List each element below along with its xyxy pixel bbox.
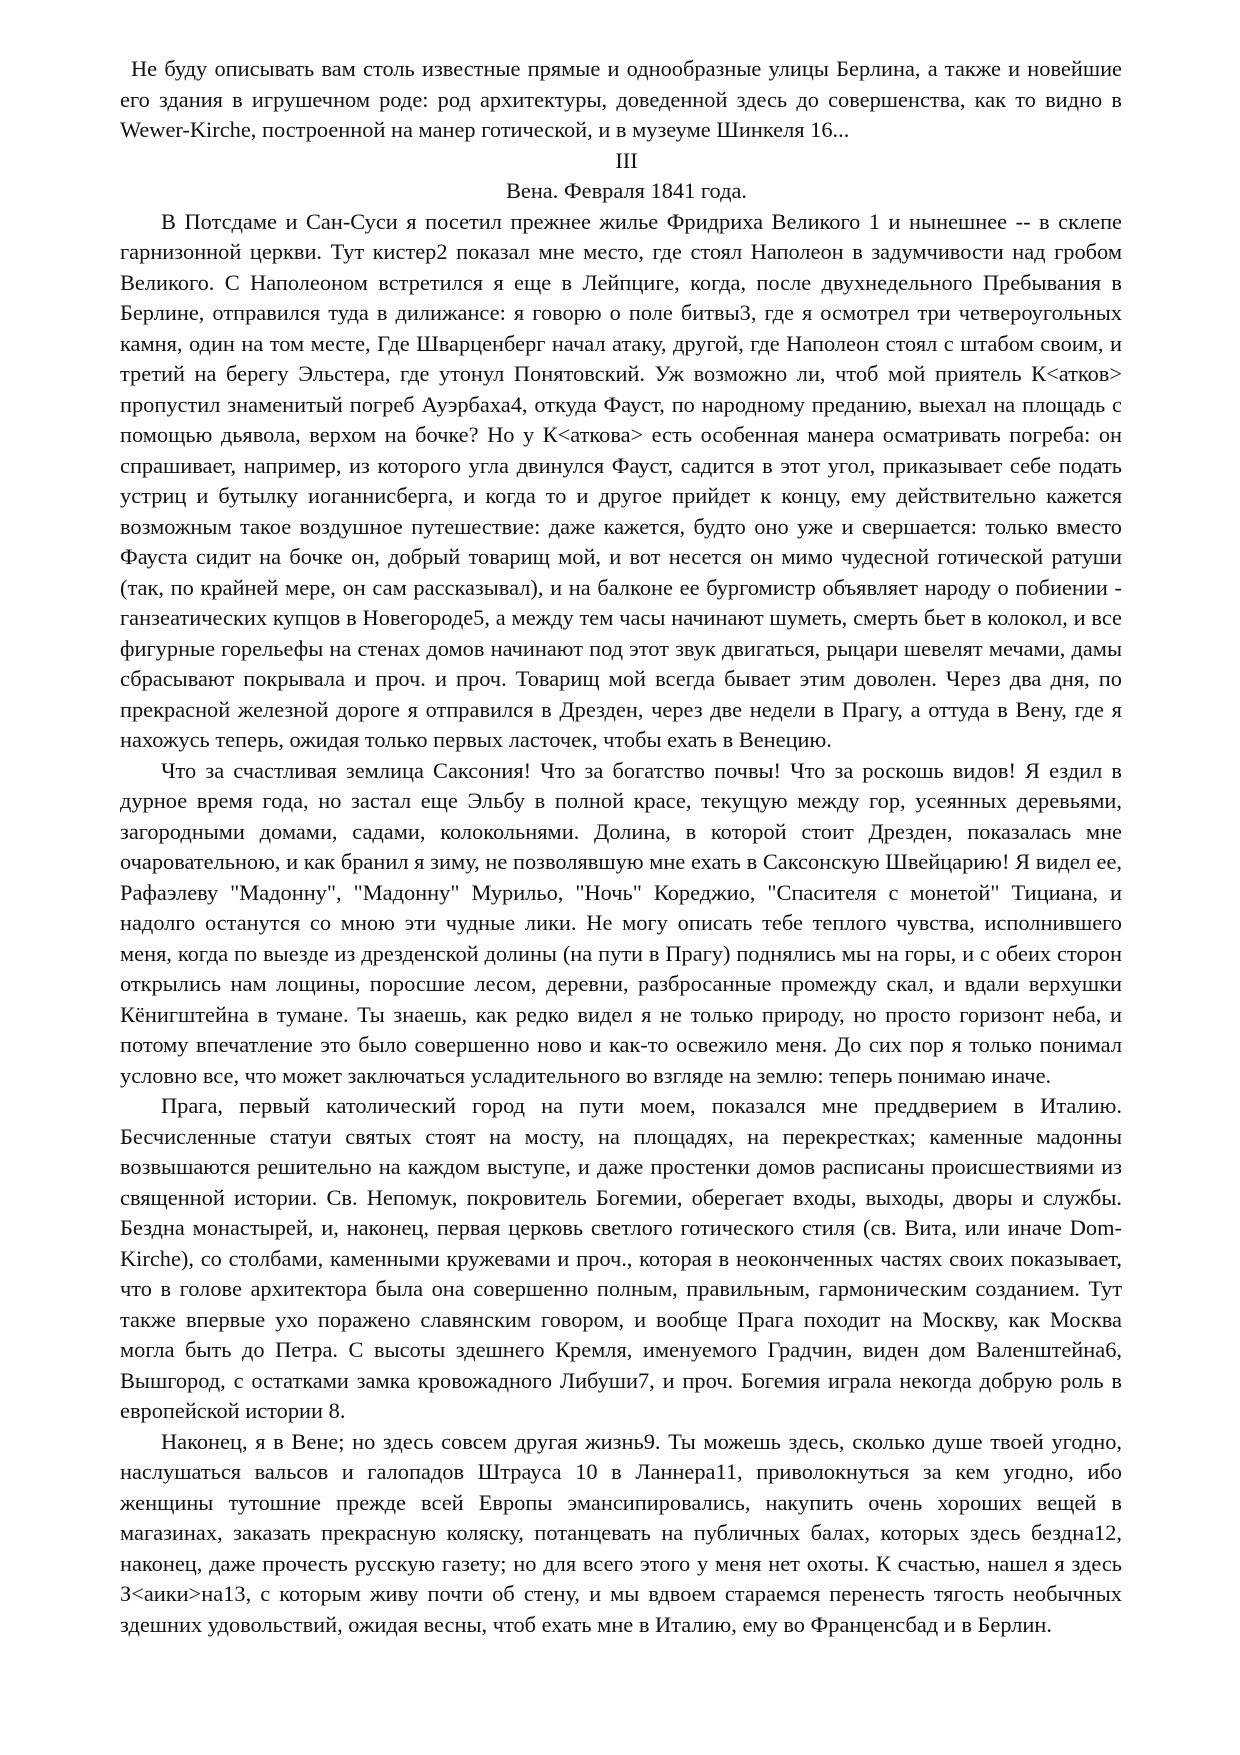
body-paragraph: В Потсдаме и Сан-Суси я посетил прежнее жилье Фридриха Великого 1 и нынешнее -- в склепе гарнизонной церкви. Тут кистер2 показал мне место, где стоял Наполеон в задумчивости над гробом Великого. С Наполеоном встретился я еще в Лейпциге, когда, после двухнедельного Пребывания в Берлине, отправился туда в дилижансе: я говорю о поле битвы3, где я осмотрел три четвероугольных камня, один на том месте, Где Шварценберг начал атаку, другой, где Наполеон стоял с штабом своим, и третий на берегу Эльстера, где утонул Понятовский. Уж возможно ли, чтоб мой приятель К<атков> пропустил знаменитый погреб Ауэрбаха4, откуда Фауст, по народному преданию, выехал на площадь с помощью дьявола, верхом на бочке? Но у К<аткова> есть особенная манера осматривать погреба: он спрашивает, например, из которого угла двинулся Фауст, садится в этот угол, приказывает себе подать устриц и бутылку иоганнисберга, и когда то и другое прийдет к концу, ему действительно кажется возможным такое воздушное путешествие: даже кажется, будто оно уже и свершается: только вместо Фауста сидит на бочке он, добрый товарищ мой, и вот несется он мимо чудесной готической ратуши (так, по крайней мере, он сам рассказывал), и на балконе ее бургомистр объявляет народу о побиении - ганзеатических купцов в Новегороде5, а между тем часы начинают шуметь, смерть бьет в колокол, и все фигурные горельефы на стенах домов начинают под этот звук двигаться, рыцари шевелят мечами, дамы сбрасывают покрывала и проч. и проч. Товарищ мой всегда бывает этим доволен. Через два дня, по прекрасной железной дороге я отправился в Дрезден, через две недели в Прагу, а оттуда в Вену, где я нахожусь теперь, ожидая только первых ласточек, чтобы ехать в Венецию. bbox=[120, 208, 1122, 752]
body-paragraph: Что за счастливая землица Саксония! Что за богатство почвы! Что за роскошь видов! Я ездил в дурное время года, но застал еще Эльбу в полной красе, текущую между гор, усеянных деревьями, загородными домами, садами, колокольнями. Долина, в которой стоит Дрезден, показалась мне очаровательною, и как бранил я зиму, не позволявшую мне ехать в Саксонскую Швейцарию! Я видел ее, Рафаэлеву "Мадонну", "Мадонну" Мурильо, "Ночь" Кореджио, "Спасителя с монетой" Тициана, и надолго останутся со мною эти чудные лики. Не могу описать тебе теплого чувства, исполнившего меня, когда по выезде из дрезденской долины (на пути в Прагу) поднялись мы на горы, и с обеих сторон открылись нам лощины, поросшие лесом, деревни, разбросанные промежду скал, и вдали верхушки Кёнигштейна в тумане. Ты знаешь, как редко видел я не только природу, но просто горизонт неба, и потому впечатление это было совершенно ново и как-то освежило меня. До сих пор я только понимал условно все, что может заключаться усладительного во взгляде на землю: теперь понимаю иначе. bbox=[120, 757, 1122, 1088]
chapter-date: Вена. Февраля 1841 года. bbox=[505, 178, 748, 203]
body-paragraph: Наконец, я в Вене; но здесь совсем другая жизнь9. Ты можешь здесь, сколько душе твоей угодно, наслушаться вальсов и галопадов Штрауса 10 в Ланнера11, приволокнуться за кем угодно, ибо женщины тутошние прежде всей Европы эмансипировались, накупить очень хороших вещей в магазинах, заказать прекрасную коляску, потанцевать на публичных балах, которых здесь бездна12, наконец, даже прочесть русскую газету; но для всего этого у меня нет охоты. К счастью, нашел я здесь З<аики>на13, с которым живу почти об стену, и мы вдвоем стараемся перенесть тягость необычных здешних удовольствий, ожидая весны, чтоб ехать мне в Италию, ему во Франценсбад и в Берлин. bbox=[120, 1428, 1122, 1637]
chapter-number: III bbox=[615, 147, 638, 173]
document-page bbox=[120, 54, 1122, 1640]
body-paragraph: Прага, первый католический город на пути моем, показался мне преддверием в Италию. Бесчисленные статуи святых стоят на мосту, на площадях, на перекрестках; каменные мадонны возвышаются решительно на каждом выступе, и даже простенки домов расписаны происшествиями из священной истории. Св. Непомук, покровитель Богемии, оберегает входы, выходы, дворы и службы. Бездна монастырей, и, наконец, первая церковь светлого готического стиля (св. Вита, или иначе Dom-Kirche), со столбами, каменными кружевами и проч., которая в неоконченных частях своих показывает, что в голове архитектора была она совершенно полным, правильным, гармоническим созданием. Тут также впервые ухо поражено славянским говором, и вообще Прага походит на Москву, как Москва могла быть до Петра. С высоты здешнего Кремля, именуемого Градчин, виден дом Валенштейна6, Вышгород, с остатками замка кровожадного Либуши7, и проч. Богемия играла некогда добрую роль в европейской истории 8. bbox=[120, 1093, 1122, 1423]
intro-paragraph: Не буду описывать вам столь известные прямые и однообразные улицы Берлина, а также и новейшие его здания в игрушечном роде: род архитектуры, доведенной здесь до совершенства, как то видно в Wewer-Kirche, построенной на манер готической, и в музеуме Шинкеля 16... bbox=[120, 56, 1122, 142]
